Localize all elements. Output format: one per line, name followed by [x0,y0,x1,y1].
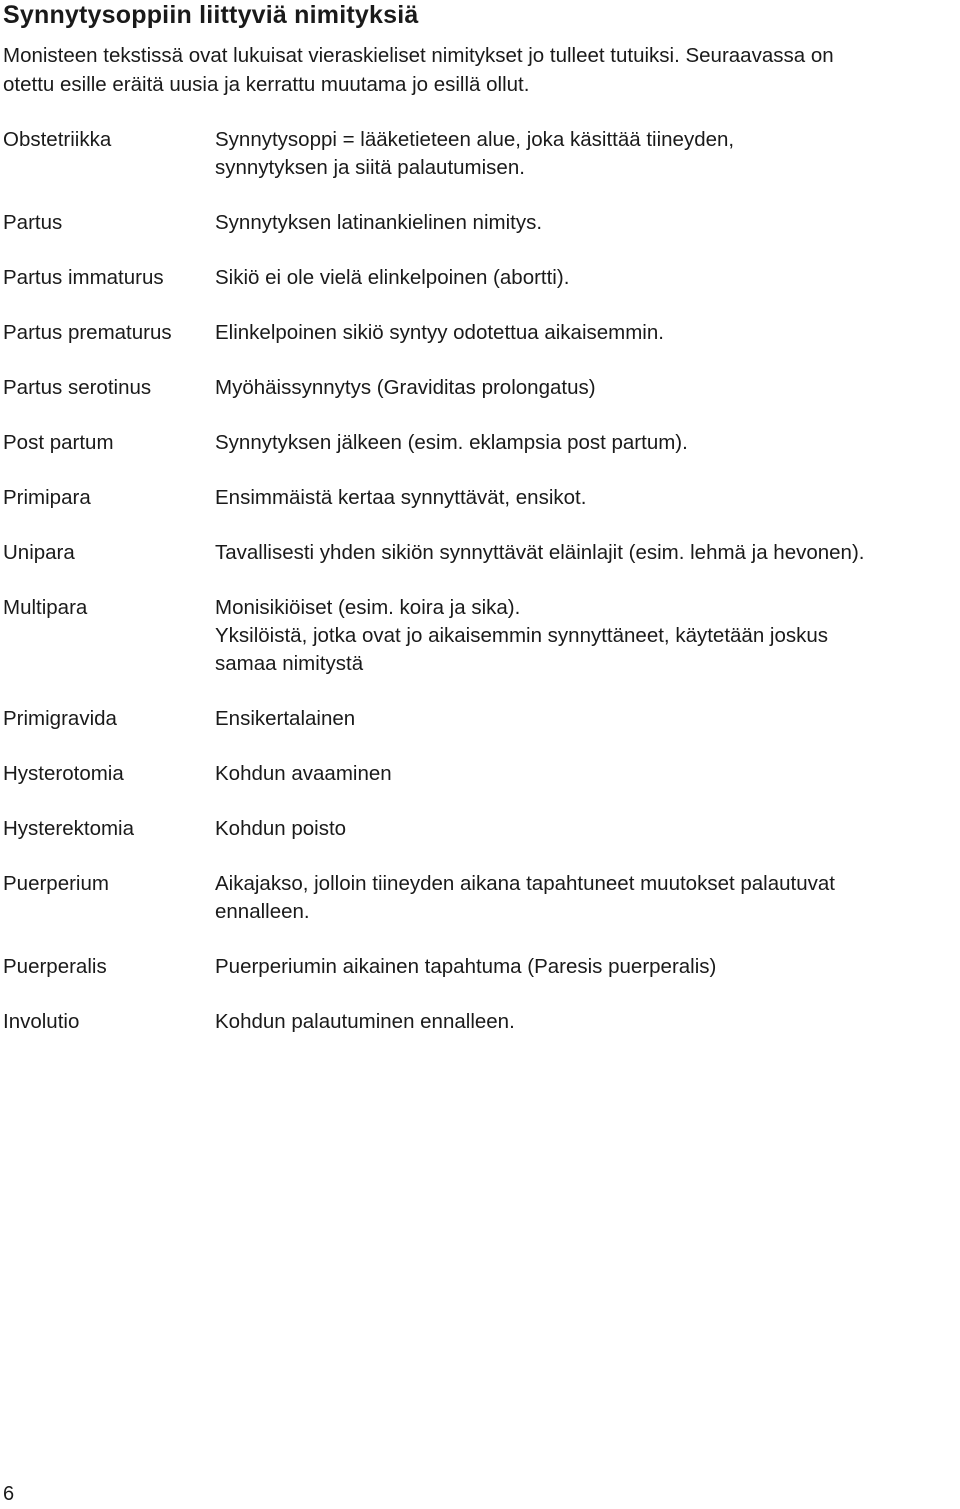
glossary-entry [3,209,960,237]
glossary-entry [3,264,960,292]
glossary-definition [215,815,346,843]
glossary-entry [3,484,960,512]
glossary-term: Puerperalis [3,955,107,978]
definition-line: Kohdun poisto [215,817,347,840]
definition-line: Ensimmäistä kertaa synnyttävät, ensikot. [215,486,587,509]
glossary-entry [3,319,960,347]
glossary-entry [3,539,960,567]
definition-line: Ensikertalainen [215,707,356,730]
glossary-definition [215,760,392,788]
definition-line: Kohdun avaaminen [215,762,392,785]
glossary-definition [215,594,828,678]
page-number: 6 [3,1483,15,1505]
intro-line-2: otettu esille eräitä uusia ja kerrattu muutama jo esillä ollut. [3,73,530,96]
definition-line: ennalleen. [215,900,310,923]
glossary-definition [215,319,664,347]
definition-line: Tavallisesti yhden sikiön synnyttävät eläinlajit (esim. lehmä ja hevonen). [215,541,865,564]
glossary-definition [215,484,586,512]
glossary-entry [3,374,960,402]
intro-line-1: Monisteen tekstissä ovat lukuisat vieraskieliset nimitykset jo tulleet tutuiksi. Seuraavassa on [3,44,834,67]
glossary-definition [215,539,864,567]
glossary-entry [3,126,960,182]
definition-line: Aikajakso, jolloin tiineyden aikana tapahtuneet muutokset palautuvat [215,872,835,895]
glossary-term: Hysterektomia [3,817,135,840]
glossary-term: Partus [3,211,63,234]
definition-line: Yksilöistä, jotka ovat jo aikaisemmin synnyttäneet, käytetään joskus [215,624,829,647]
glossary-term: Partus prematurus [3,321,172,344]
glossary-term: Primipara [3,486,91,509]
definition-line: synnytyksen ja siitä palautumisen. [215,156,525,179]
definition-line: Synnytysoppi = lääketieteen alue, joka käsittää tiineyden, [215,128,735,151]
glossary-term: Puerperium [3,872,109,895]
glossary-list [3,126,960,1063]
glossary-entry [3,429,960,457]
definition-line: samaa nimitystä [215,652,364,675]
glossary-definition [215,374,596,402]
intro-paragraph [3,41,960,99]
definition-line: Myöhäissynnytys (Graviditas prolongatus) [215,376,596,399]
glossary-term: Obstetriikka [3,128,112,151]
glossary-entry [3,594,960,678]
definition-line: Monisikiöiset (esim. koira ja sika). [215,596,521,619]
glossary-definition [215,429,688,457]
definition-line: Synnytyksen jälkeen (esim. eklampsia post partum). [215,431,688,454]
glossary-entry [3,760,960,788]
glossary-entry [3,705,960,733]
glossary-definition [215,705,355,733]
glossary-definition [215,209,542,237]
glossary-term: Partus serotinus [3,376,152,399]
definition-line: Sikiö ei ole vielä elinkelpoinen (abortti). [215,266,570,289]
glossary-entry [3,1008,960,1036]
glossary-term: Primigravida [3,707,117,730]
glossary-definition [215,870,835,926]
glossary-term: Post partum [3,431,114,454]
glossary-definition [215,126,734,182]
glossary-entry [3,815,960,843]
glossary-term: Unipara [3,541,75,564]
glossary-definition [215,264,569,292]
definition-line: Synnytyksen latinankielinen nimitys. [215,211,543,234]
glossary-definition [215,953,716,981]
glossary-term: Partus immaturus [3,266,164,289]
glossary-entry [3,953,960,981]
glossary-term: Multipara [3,596,88,619]
glossary-term: Involutio [3,1010,80,1033]
definition-line: Kohdun palautuminen ennalleen. [215,1010,515,1033]
definition-line: Elinkelpoinen sikiö syntyy odotettua aikaisemmin. [215,321,664,344]
glossary-definition [215,1008,515,1036]
definition-line: Puerperiumin aikainen tapahtuma (Paresis puerperalis) [215,955,717,978]
glossary-term: Hysterotomia [3,762,124,785]
page-title: Synnytysoppiin liittyviä nimityksiä [3,1,419,29]
glossary-entry [3,870,960,926]
